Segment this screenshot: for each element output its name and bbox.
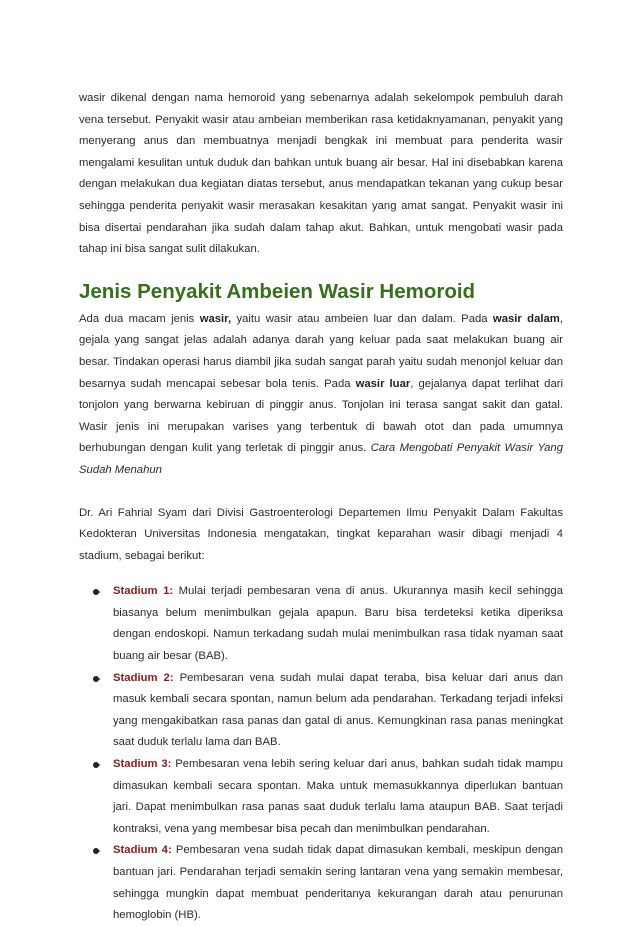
- text-span: , gejalanya dapat terlihat dari tonjolon yang berwarna kebiruan di pinggir anus. Tonjolan ini terasa sangat sakit dan gatal. Wasir jenis ini merupakan varises yang terbentuk di bawah otot dan pada umumnya berhubungan dengan kulit yang terletak di pinggir anus.: [79, 377, 563, 455]
- stadium-text: Pembesaran vena sudah mulai dapat teraba, bisa keluar dari anus dan masuk kembali secara spontan, namun belum ada pendarahan. Terkadang terjadi infeksi yang mengakibatkan rasa panas dan gatal di anus. Kemungkinan rasa panas meningkat saat duduk terlalu lama dan BAB.: [113, 671, 563, 749]
- keyword-wasir-luar: wasir luar: [355, 377, 411, 390]
- stadium-text: Mulai terjadi pembesaran vena di anus. Ukurannya masih kecil sehingga biasanya belum menimbulkan gejala apapun. Baru bisa terdeteksi ketika diperiksa dengan endoskopi. Namun terkadang sudah mulai menimbulkan rasa tidak nyaman saat buang air besar (BAB).: [113, 585, 563, 663]
- doctor-paragraph: Dr. Ari Fahrial Syam dari Divisi Gastroenterologi Departemen Ilmu Penyakit Dalam Fakultas Kedokteran Universitas Indonesia mengatakan, tingkat keparahan wasir dibagi menjadi 4 stadium, sebagai berikut:: [79, 506, 563, 562]
- stadium-list: [79, 581, 563, 927]
- spacer: [79, 482, 563, 503]
- intro-paragraph: wasir dikenal dengan nama hemoroid yang sebenarnya adalah sekelompok pembuluh darah vena tersebut. Penyakit wasir atau ambeian memberikan rasa ketidaknyamanan, penyakit yang menyerang anus dan membuatnya menjadi bengkak ini membuat para penderita wasir mengalami kesulitan untuk duduk dan bahkan untuk buang air besar. Hal ini disebabkan karena dengan melakukan dua kegiatan diatas tersebut, anus mendapatkan tekanan yang cukup besar sehingga penderita penyakit wasir merasakan kesakitan yang amat sangat. Penyakit wasir ini bisa disertai pendarahan jika sudah dalam tahap akut. Bahkan, untuk mengobati wasir pada tahap ini bisa sangat sulit dilakukan.: [79, 92, 563, 256]
- text-span: Ada dua macam jenis: [79, 312, 200, 325]
- stadium-label: Stadium 3:: [113, 758, 172, 771]
- stadium-label: Stadium 4:: [113, 844, 172, 857]
- list-item: [79, 754, 563, 840]
- document-page: [79, 88, 563, 927]
- stadium-text: Pembesaran vena sudah tidak dapat dimasukan kembali, meskipun dengan bantuan jari. Pendarahan terjadi semakin sering lantaran vena yang semakin membesar, sehingga mungkin dapat membuat penderitanya kekurangan darah atau penurunan hemoglobin (HB).: [113, 844, 564, 922]
- bullet-icon: [93, 762, 99, 768]
- bullet-icon: [93, 589, 99, 595]
- stadium-label: Stadium 2:: [113, 671, 174, 684]
- bullet-icon: [93, 848, 99, 854]
- keyword-wasir: wasir,: [199, 312, 232, 325]
- keyword-wasir-dalam: wasir dalam: [492, 312, 560, 325]
- stadium-text: Pembesaran vena lebih sering keluar dari anus, bahkan sudah tidak mampu dimasukan kembali secara spontan. Maka untuk memasukkannya diperlukan bantuan jari. Dapat menimbulkan rasa panas saat duduk terlalu lama ataupun BAB. Saat terjadi kontraksi, vena yang membesar bisa pecah dan menimbulkan pendarahan.: [113, 758, 564, 835]
- section-heading: Jenis Penyakit Ambeien Wasir Hemoroid: [79, 279, 476, 303]
- text-span: yaitu wasir atau ambeien luar dan dalam. Pada: [231, 312, 493, 325]
- stadium-label: Stadium 1:: [113, 585, 174, 598]
- article-link[interactable]: Cara Mengobati Penyakit Wasir Yang Sudah Menahun: [79, 442, 563, 476]
- list-item: [79, 581, 563, 667]
- types-paragraph: [79, 309, 563, 482]
- text-span: , gejala yang sangat jelas adalah adanya darah yang keluar pada saat melakukan buang air besar. Tindakan operasi harus diambil jika sudah sangat parah yaitu sudah menonjol keluar dan besarnya sudah mencapai sebesar bola tenis. Pada: [79, 312, 563, 390]
- bullet-icon: [93, 676, 99, 682]
- list-item: [79, 840, 563, 926]
- list-item: [79, 668, 563, 754]
